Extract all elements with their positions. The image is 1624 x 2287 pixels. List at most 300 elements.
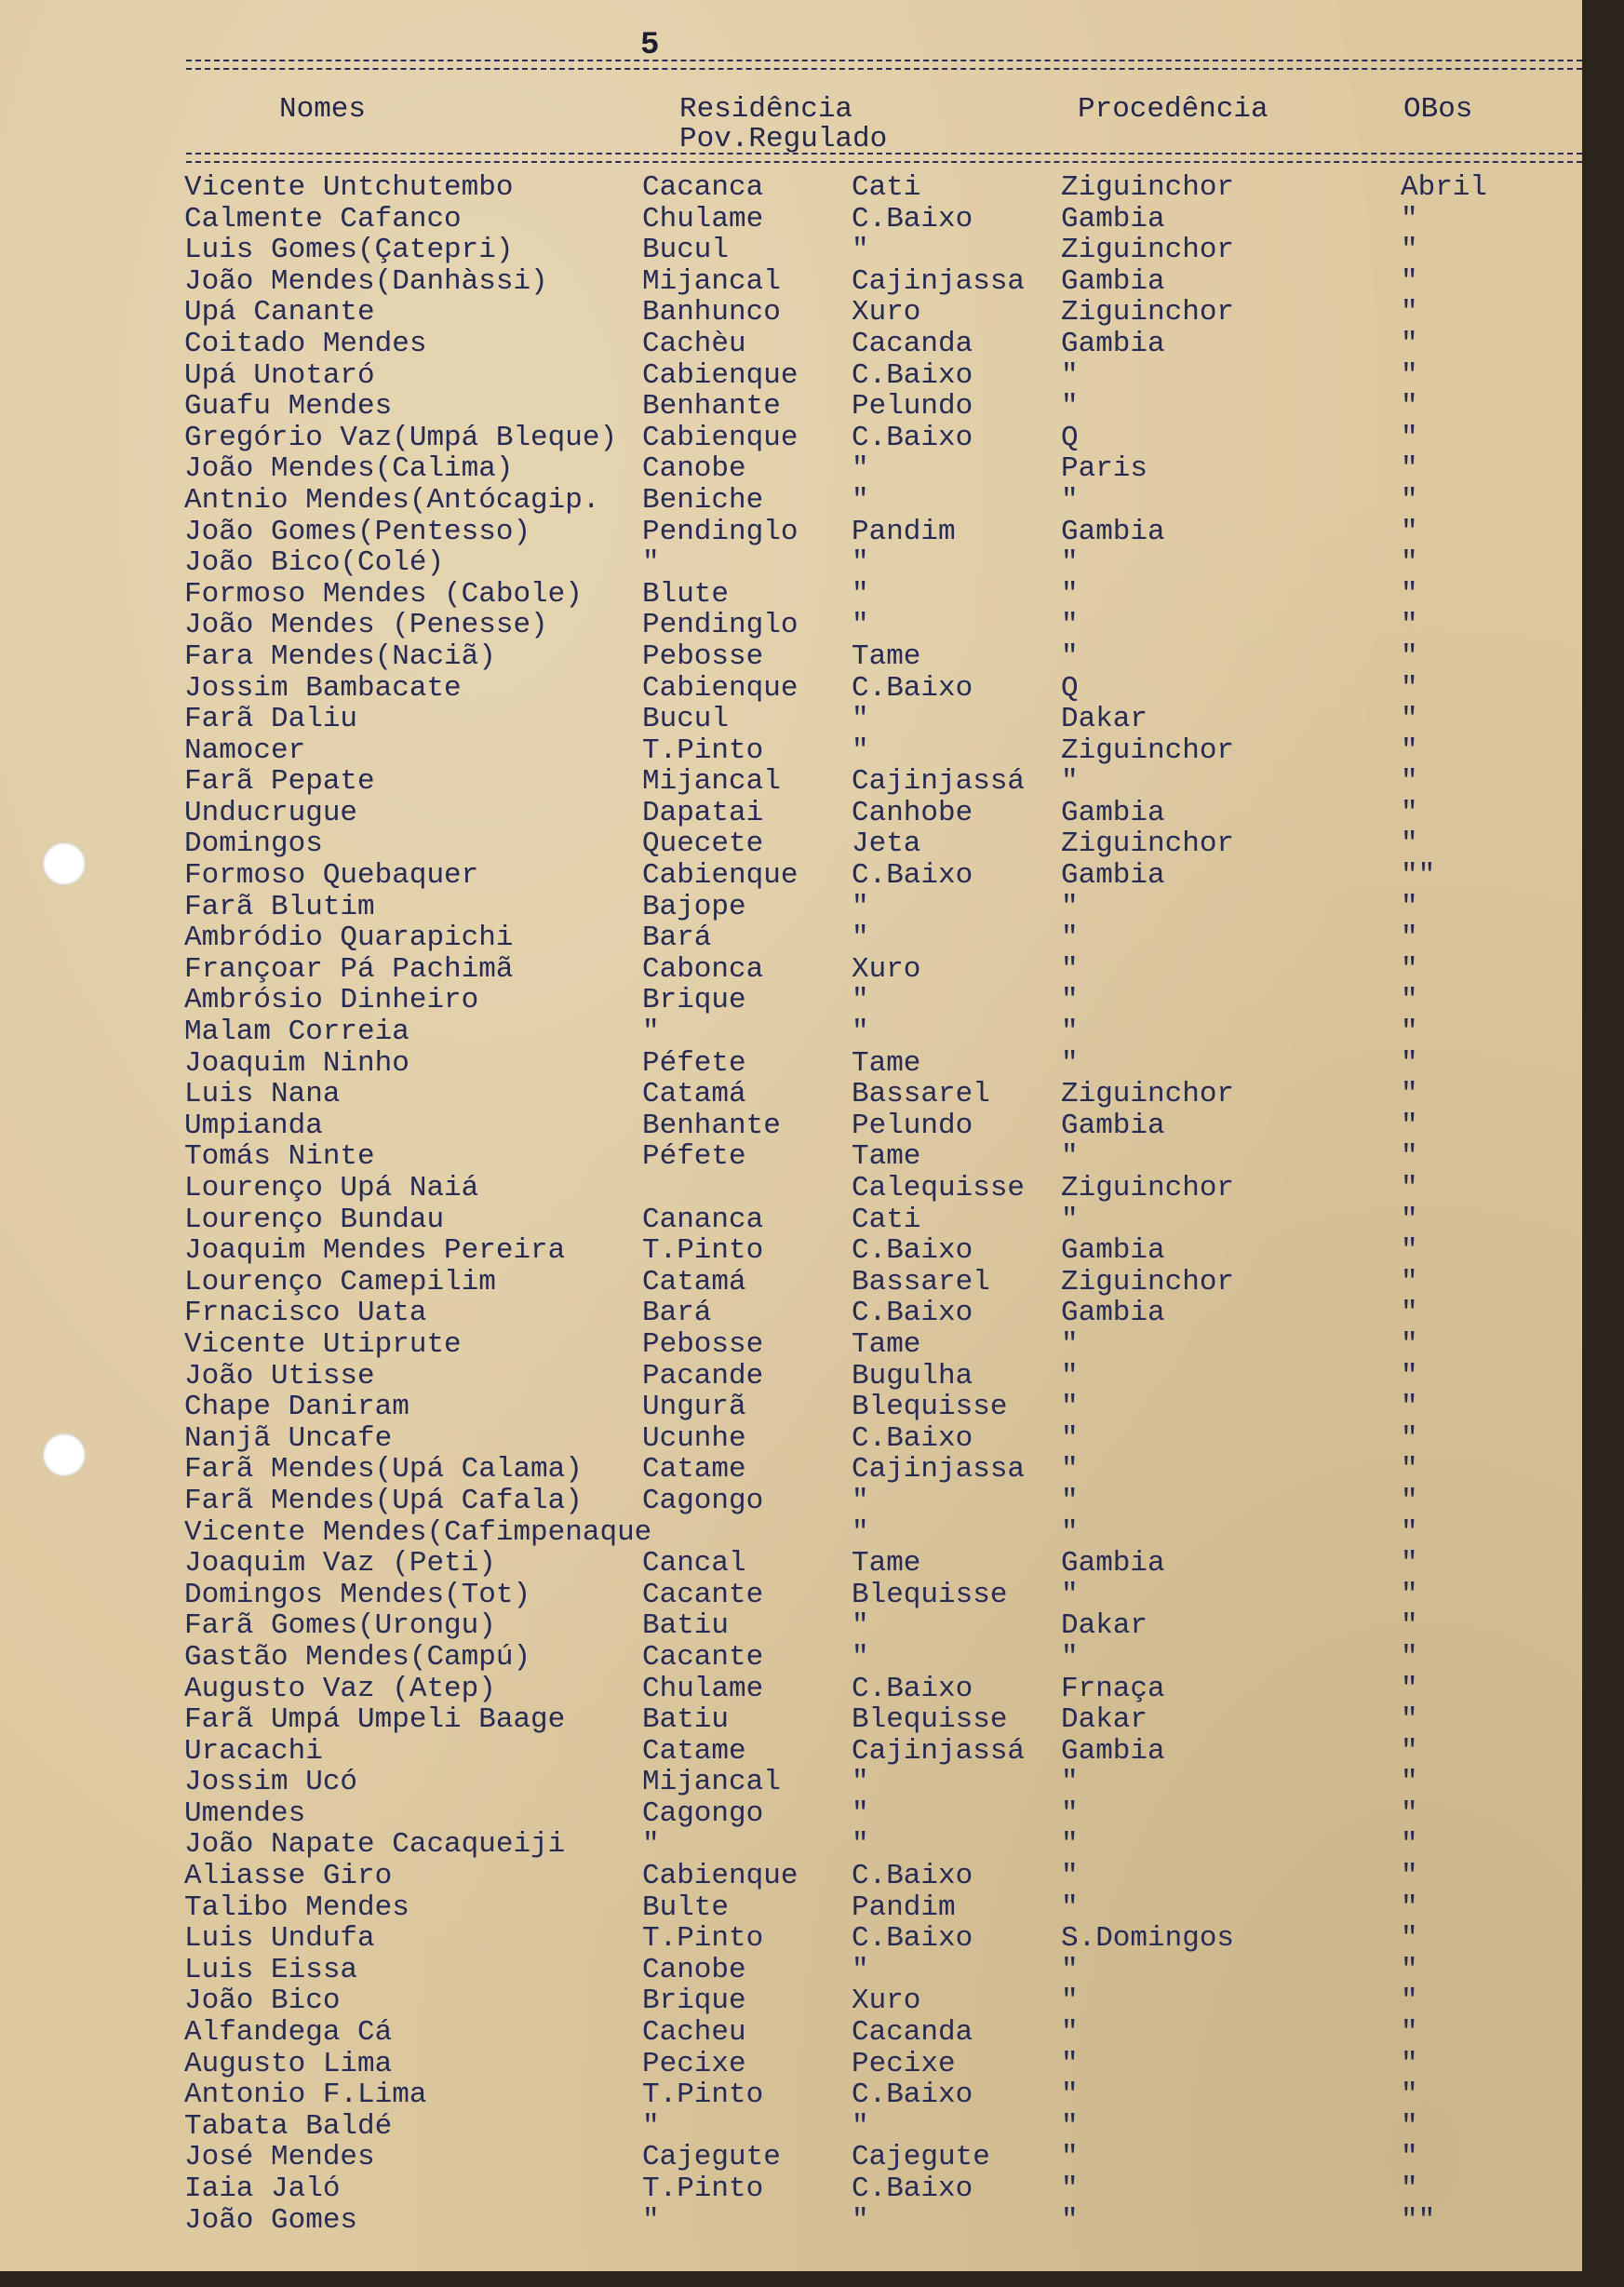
obs-cell: " xyxy=(1401,452,1418,486)
pov-regulado-cell: C.Baixo xyxy=(852,2078,973,2112)
residencia-cell: Péfete xyxy=(642,1046,746,1080)
residencia-cell: T.Pinto xyxy=(642,1922,764,1956)
procedencia-cell: Q xyxy=(1061,671,1079,705)
obs-cell: " xyxy=(1401,1890,1418,1924)
residencia-cell: Cacante xyxy=(642,1640,764,1674)
pov-regulado-cell: " xyxy=(852,1796,869,1830)
procedencia-cell: Frnaça xyxy=(1061,1672,1165,1705)
pov-regulado-cell: " xyxy=(852,1828,869,1862)
table-row xyxy=(0,1423,1582,1455)
procedencia-cell: " xyxy=(1061,1421,1079,1455)
residencia-cell: Cajegute xyxy=(642,2141,781,2174)
obs-cell: " xyxy=(1401,1109,1418,1142)
name-cell: Tomás Ninte xyxy=(184,1140,375,1174)
name-cell: Lourenço Upá Naiá xyxy=(184,1172,479,1204)
table-row xyxy=(0,1048,1582,1080)
residencia-cell: Bará xyxy=(642,922,712,955)
pov-regulado-cell: " xyxy=(852,1640,869,1674)
table-row xyxy=(0,954,1582,986)
name-cell: Joaquim Mendes Pereira xyxy=(184,1234,566,1268)
table-row xyxy=(0,1798,1582,1830)
name-cell: Farã Blutim xyxy=(184,890,375,923)
table-row xyxy=(0,2142,1582,2173)
name-cell: Françoar Pá Pachimã xyxy=(184,952,514,986)
table-row xyxy=(0,2111,1582,2143)
pov-regulado-cell: Cajinjassa xyxy=(852,1453,1026,1487)
table-row xyxy=(0,892,1582,923)
procedencia-cell: Ziguinchor xyxy=(1061,1078,1235,1111)
table-row xyxy=(0,172,1582,204)
obs-cell: " xyxy=(1401,1984,1418,2018)
obs-cell: " xyxy=(1401,1391,1418,1424)
name-cell: Joaquim Ninho xyxy=(184,1046,409,1080)
residencia-cell: Cabienque xyxy=(642,859,799,893)
residencia-cell: Catame xyxy=(642,1734,746,1768)
residencia-cell: Benhante xyxy=(642,1109,781,1142)
residencia-cell: Pendinglo xyxy=(642,609,799,642)
procedencia-cell: Gambia xyxy=(1061,327,1165,360)
procedencia-cell: " xyxy=(1061,1140,1079,1174)
residencia-cell: Cachèu xyxy=(642,327,746,360)
procedencia-cell: " xyxy=(1061,984,1079,1017)
table-row xyxy=(0,329,1582,360)
name-cell: Jossim Ucó xyxy=(184,1766,358,1799)
table-row xyxy=(0,1486,1582,1517)
procedencia-cell: " xyxy=(1061,1016,1079,1049)
name-cell: Alfandega Cá xyxy=(184,2016,393,2050)
obs-cell: " xyxy=(1401,1703,1418,1737)
residencia-cell: Pecixe xyxy=(642,2047,746,2080)
procedencia-cell: " xyxy=(1061,2078,1079,2112)
residencia-cell: Ucunhe xyxy=(642,1421,746,1455)
obs-cell: " xyxy=(1401,1766,1418,1799)
table-row xyxy=(0,1861,1582,1892)
table-row xyxy=(0,1204,1582,1236)
name-cell: Ambrósio Dinheiro xyxy=(184,984,479,1017)
pov-regulado-cell: Cajinjassá xyxy=(852,765,1026,799)
name-cell: Antonio F.Lima xyxy=(184,2078,427,2112)
pov-regulado-cell: C.Baixo xyxy=(852,202,973,235)
name-cell: Farã Mendes(Upá Calama) xyxy=(184,1453,583,1487)
name-cell: Tabata Baldé xyxy=(184,2109,393,2143)
pov-regulado-cell: Pecixe xyxy=(852,2047,956,2080)
obs-cell: " xyxy=(1401,639,1418,673)
pov-regulado-cell: Cacanda xyxy=(852,2016,973,2050)
procedencia-cell: " xyxy=(1061,1766,1079,1799)
obs-cell: " xyxy=(1401,2047,1418,2080)
name-cell: Farã Daliu xyxy=(184,703,358,736)
table-row xyxy=(0,922,1582,954)
obs-cell: " xyxy=(1401,1547,1418,1581)
name-cell: Talibo Mendes xyxy=(184,1890,409,1924)
obs-cell: " xyxy=(1401,2141,1418,2174)
name-cell: Farã Umpá Umpeli Baage xyxy=(184,1703,566,1737)
pov-regulado-cell: " xyxy=(852,483,869,517)
obs-cell: " xyxy=(1401,609,1418,642)
pov-regulado-cell: C.Baixo xyxy=(852,1297,973,1330)
residencia-cell: Pacande xyxy=(642,1359,764,1392)
name-cell: Formoso Quebaquer xyxy=(184,859,479,893)
name-cell: Luis Gomes(Çatepri) xyxy=(184,234,514,267)
obs-cell: " xyxy=(1401,546,1418,580)
obs-cell: " xyxy=(1401,796,1418,829)
table-row xyxy=(0,1892,1582,1924)
name-cell: Luis Eissa xyxy=(184,1953,358,1986)
obs-cell: Abril xyxy=(1401,171,1488,204)
pov-regulado-cell: Jeta xyxy=(852,827,921,861)
obs-cell: " xyxy=(1401,2109,1418,2143)
residencia-cell: Cabienque xyxy=(642,421,799,454)
procedencia-cell: " xyxy=(1061,609,1079,642)
pov-regulado-cell: Bugulha xyxy=(852,1359,973,1392)
obs-cell: " xyxy=(1401,1203,1418,1236)
obs-cell: " xyxy=(1401,1922,1418,1956)
table-row xyxy=(0,1454,1582,1486)
table-row xyxy=(0,1674,1582,1705)
pov-regulado-cell: " xyxy=(852,922,869,955)
obs-cell: " xyxy=(1401,1046,1418,1080)
obs-cell: " xyxy=(1401,1297,1418,1330)
pov-regulado-cell: Pelundo xyxy=(852,1109,973,1142)
table-row xyxy=(0,204,1582,235)
table-row xyxy=(0,423,1582,454)
pov-regulado-cell: Calequisse xyxy=(852,1172,1026,1204)
obs-cell: " xyxy=(1401,2016,1418,2050)
obs-cell: " xyxy=(1401,483,1418,517)
residencia-cell: Mijancal xyxy=(642,1766,781,1799)
obs-cell: " xyxy=(1401,922,1418,955)
pov-regulado-cell: " xyxy=(852,609,869,642)
pov-regulado-cell: Tame xyxy=(852,1327,921,1361)
table-row xyxy=(0,1267,1582,1298)
table-row xyxy=(0,704,1582,735)
pov-regulado-cell: C.Baixo xyxy=(852,1234,973,1268)
obs-cell: " xyxy=(1401,984,1418,1017)
procedencia-cell: Gambia xyxy=(1061,796,1165,829)
procedencia-cell: " xyxy=(1061,1984,1079,2018)
table-row xyxy=(0,360,1582,392)
residencia-cell: Cancal xyxy=(642,1547,746,1581)
name-cell: João Gomes xyxy=(184,2203,358,2237)
name-cell: Uracachi xyxy=(184,1734,323,1768)
pov-regulado-cell: " xyxy=(852,2203,869,2237)
name-cell: Farã Pepate xyxy=(184,765,375,799)
obs-cell: " xyxy=(1401,1515,1418,1549)
obs-cell: " xyxy=(1401,1609,1418,1643)
table-row xyxy=(0,1767,1582,1798)
name-cell: Calmente Cafanco xyxy=(184,202,462,235)
pov-regulado-cell: C.Baixo xyxy=(852,1922,973,1956)
table-row xyxy=(0,798,1582,829)
name-cell: Iaia Jaló xyxy=(184,2173,341,2205)
table-row xyxy=(0,1736,1582,1768)
obs-cell: " xyxy=(1401,1953,1418,1986)
procedencia-cell: S.Domingos xyxy=(1061,1922,1235,1956)
name-cell: João Mendes(Calima) xyxy=(184,452,514,486)
name-cell: Luis Undufa xyxy=(184,1922,375,1956)
procedencia-cell: " xyxy=(1061,2047,1079,2080)
procedencia-cell: " xyxy=(1061,1484,1079,1517)
procedencia-cell: Ziguinchor xyxy=(1061,234,1235,267)
pov-regulado-cell: Xuro xyxy=(852,296,921,330)
table-row xyxy=(0,1298,1582,1329)
pov-regulado-cell: Blequisse xyxy=(852,1578,1008,1611)
procedencia-cell: " xyxy=(1061,890,1079,923)
table-row xyxy=(0,1955,1582,1986)
name-cell: Frnacisco Uata xyxy=(184,1297,427,1330)
pov-regulado-cell: " xyxy=(852,1953,869,1986)
obs-cell: " xyxy=(1401,703,1418,736)
pov-regulado-cell: Bassarel xyxy=(852,1078,990,1111)
name-cell: Vicente Untchutembo xyxy=(184,171,514,204)
name-cell: João Mendes (Penesse) xyxy=(184,609,548,642)
residencia-cell: Pendinglo xyxy=(642,515,799,548)
residencia-cell: Beniche xyxy=(642,483,764,517)
procedencia-cell: Ziguinchor xyxy=(1061,1172,1235,1204)
obs-cell: " xyxy=(1401,1016,1418,1049)
table-row xyxy=(0,828,1582,860)
procedencia-cell: Dakar xyxy=(1061,1703,1148,1737)
name-cell: Joaquim Vaz (Peti) xyxy=(184,1547,496,1581)
obs-cell: " xyxy=(1401,1234,1418,1268)
residencia-cell: Bajope xyxy=(642,890,746,923)
obs-cell: " xyxy=(1401,327,1418,360)
pov-regulado-cell: " xyxy=(852,577,869,611)
pov-regulado-cell: Cati xyxy=(852,1203,921,1236)
residencia-cell: T.Pinto xyxy=(642,2078,764,2112)
table-row xyxy=(0,485,1582,517)
pov-regulado-cell: " xyxy=(852,452,869,486)
residencia-cell: Cacanca xyxy=(642,171,764,204)
residencia-cell: Canobe xyxy=(642,452,746,486)
column-header-nomes: Nomes xyxy=(279,93,367,126)
name-cell: Ambródio Quarapichi xyxy=(184,922,514,955)
pov-regulado-cell: Tame xyxy=(852,1046,921,1080)
table-row xyxy=(0,641,1582,673)
table-row xyxy=(0,766,1582,798)
procedencia-cell: " xyxy=(1061,1391,1079,1424)
table-row xyxy=(0,1923,1582,1955)
name-cell: João Gomes(Pentesso) xyxy=(184,515,531,548)
procedencia-cell: " xyxy=(1061,1578,1079,1611)
table-row xyxy=(0,517,1582,548)
procedencia-cell: " xyxy=(1061,1359,1079,1392)
column-header-pov-regulado: Pov.Regulado xyxy=(679,123,888,155)
name-cell: Vicente Mendes(Cafimpenaque xyxy=(184,1515,652,1549)
obs-cell: " xyxy=(1401,1327,1418,1361)
column-header-obs: OBos xyxy=(1403,93,1473,126)
procedencia-cell: " xyxy=(1061,1828,1079,1862)
header-rule-bottom xyxy=(186,153,1582,163)
residencia-cell: Pebosse xyxy=(642,1327,764,1361)
table-row xyxy=(0,547,1582,579)
pov-regulado-cell: " xyxy=(852,2109,869,2143)
procedencia-cell: " xyxy=(1061,2109,1079,2143)
residencia-cell: T.Pinto xyxy=(642,733,764,767)
procedencia-cell: Gambia xyxy=(1061,1297,1165,1330)
obs-cell: " xyxy=(1401,1140,1418,1174)
pov-regulado-cell: Cacanda xyxy=(852,327,973,360)
obs-cell: " xyxy=(1401,1640,1418,1674)
pov-regulado-cell: C.Baixo xyxy=(852,2173,973,2205)
procedencia-cell: Q xyxy=(1061,421,1079,454)
pov-regulado-cell: " xyxy=(852,703,869,736)
table-row xyxy=(0,1580,1582,1611)
obs-cell: " xyxy=(1401,1828,1418,1862)
pov-regulado-cell: Pelundo xyxy=(852,390,973,424)
table-row xyxy=(0,1829,1582,1861)
residencia-cell: Quecete xyxy=(642,827,764,861)
obs-cell: " xyxy=(1401,1453,1418,1487)
procedencia-cell: " xyxy=(1061,1453,1079,1487)
residencia-cell: Canobe xyxy=(642,1953,746,1986)
procedencia-cell: Ziguinchor xyxy=(1061,733,1235,767)
procedencia-cell: " xyxy=(1061,1890,1079,1924)
name-cell: Fara Mendes(Naciã) xyxy=(184,639,496,673)
procedencia-cell: Ziguinchor xyxy=(1061,296,1235,330)
table-row xyxy=(0,453,1582,485)
table-row xyxy=(0,1235,1582,1267)
pov-regulado-cell: Cajegute xyxy=(852,2141,990,2174)
procedencia-cell: " xyxy=(1061,1640,1079,1674)
residencia-cell: Mijancal xyxy=(642,765,781,799)
residencia-cell: Cabienque xyxy=(642,671,799,705)
residencia-cell: " xyxy=(642,546,660,580)
residencia-cell: Mijancal xyxy=(642,264,781,298)
pov-regulado-cell: C.Baixo xyxy=(852,1421,973,1455)
procedencia-cell: Gambia xyxy=(1061,1234,1165,1268)
table-row xyxy=(0,2079,1582,2111)
table-row xyxy=(0,1985,1582,2017)
obs-cell: " xyxy=(1401,1860,1418,1893)
procedencia-cell: Ziguinchor xyxy=(1061,171,1235,204)
residencia-cell: Batiu xyxy=(642,1703,730,1737)
residencia-cell: Cacante xyxy=(642,1578,764,1611)
residencia-cell: Péfete xyxy=(642,1140,746,1174)
name-cell: Luis Nana xyxy=(184,1078,341,1111)
obs-cell: " xyxy=(1401,202,1418,235)
obs-cell: " xyxy=(1401,577,1418,611)
procedencia-cell: " xyxy=(1061,2203,1079,2237)
residencia-cell: Cabienque xyxy=(642,358,799,392)
pov-regulado-cell: C.Baixo xyxy=(852,358,973,392)
obs-cell: " xyxy=(1401,671,1418,705)
residencia-cell: Chulame xyxy=(642,202,764,235)
obs-cell: " xyxy=(1401,1078,1418,1111)
name-cell: Lourenço Camepilim xyxy=(184,1265,496,1298)
procedencia-cell: Gambia xyxy=(1061,202,1165,235)
residencia-cell: Chulame xyxy=(642,1672,764,1705)
name-cell: João Utisse xyxy=(184,1359,375,1392)
name-cell: Umendes xyxy=(184,1796,306,1830)
name-cell: João Bico(Colé) xyxy=(184,546,445,580)
pov-regulado-cell: C.Baixo xyxy=(852,671,973,705)
name-cell: José Mendes xyxy=(184,2141,375,2174)
table-row xyxy=(0,1548,1582,1580)
residencia-cell: Bucul xyxy=(642,703,730,736)
procedencia-cell: Gambia xyxy=(1061,264,1165,298)
table-row xyxy=(0,735,1582,767)
pov-regulado-cell: " xyxy=(852,1609,869,1643)
name-cell: Umpianda xyxy=(184,1109,323,1142)
name-cell: Jossim Bambacate xyxy=(184,671,462,705)
name-cell: Formoso Mendes (Cabole) xyxy=(184,577,583,611)
pov-regulado-cell: Xuro xyxy=(852,952,921,986)
obs-cell: " xyxy=(1401,1672,1418,1705)
residencia-cell: " xyxy=(642,2109,660,2143)
obs-cell: " xyxy=(1401,1421,1418,1455)
procedencia-cell: " xyxy=(1061,1046,1079,1080)
name-cell: Coitado Mendes xyxy=(184,327,427,360)
procedencia-cell: " xyxy=(1061,483,1079,517)
table-row xyxy=(0,1110,1582,1142)
table-row xyxy=(0,1329,1582,1361)
name-cell: João Bico xyxy=(184,1984,341,2018)
residencia-cell: Ungurã xyxy=(642,1391,746,1424)
obs-cell: " xyxy=(1401,1578,1418,1611)
procedencia-cell: Gambia xyxy=(1061,1734,1165,1768)
procedencia-cell: " xyxy=(1061,1953,1079,1986)
name-cell: João Napate Cacaqueiji xyxy=(184,1828,566,1862)
name-cell: Chape Daniram xyxy=(184,1391,409,1424)
table-row xyxy=(0,579,1582,611)
procedencia-cell: " xyxy=(1061,2173,1079,2205)
pov-regulado-cell: " xyxy=(852,1016,869,1049)
table-row xyxy=(0,2049,1582,2080)
obs-cell: " xyxy=(1401,1484,1418,1517)
table-row xyxy=(0,2017,1582,2049)
residencia-cell: Catamá xyxy=(642,1265,746,1298)
pov-regulado-cell: C.Baixo xyxy=(852,859,973,893)
residencia-cell: Catame xyxy=(642,1453,746,1487)
residencia-cell: Bucul xyxy=(642,234,730,267)
procedencia-cell: " xyxy=(1061,577,1079,611)
name-cell: Guafu Mendes xyxy=(184,390,393,424)
column-header-residencia: Residência xyxy=(679,93,853,126)
residencia-cell: Bará xyxy=(642,1297,712,1330)
name-cell: Domingos xyxy=(184,827,323,861)
procedencia-cell: Gambia xyxy=(1061,1109,1165,1142)
obs-cell: " xyxy=(1401,952,1418,986)
pov-regulado-cell: " xyxy=(852,733,869,767)
obs-cell: " xyxy=(1401,733,1418,767)
table-row xyxy=(0,985,1582,1016)
header-rule-top xyxy=(186,60,1582,70)
residencia-cell: Catamá xyxy=(642,1078,746,1111)
procedencia-cell: Gambia xyxy=(1061,859,1165,893)
name-cell: Farã Gomes(Urongu) xyxy=(184,1609,496,1643)
obs-cell: " xyxy=(1401,1796,1418,1830)
pov-regulado-cell: C.Baixo xyxy=(852,421,973,454)
name-cell: Gastão Mendes(Campú) xyxy=(184,1640,531,1674)
table-row xyxy=(0,2205,1582,2237)
residencia-cell: " xyxy=(642,1016,660,1049)
table-row xyxy=(0,1079,1582,1110)
procedencia-cell: " xyxy=(1061,2016,1079,2050)
table-row xyxy=(0,1610,1582,1642)
residencia-cell: Banhunco xyxy=(642,296,781,330)
table-row xyxy=(0,1016,1582,1048)
name-cell: Domingos Mendes(Tot) xyxy=(184,1578,531,1611)
pov-regulado-cell: " xyxy=(852,1515,869,1549)
table-row xyxy=(0,1141,1582,1173)
name-cell: Upá Canante xyxy=(184,296,375,330)
obs-cell: " xyxy=(1401,296,1418,330)
residencia-cell: Brique xyxy=(642,1984,746,2018)
obs-cell: "" xyxy=(1401,859,1436,893)
pov-regulado-cell: Pandim xyxy=(852,1890,956,1924)
procedencia-cell: " xyxy=(1061,546,1079,580)
